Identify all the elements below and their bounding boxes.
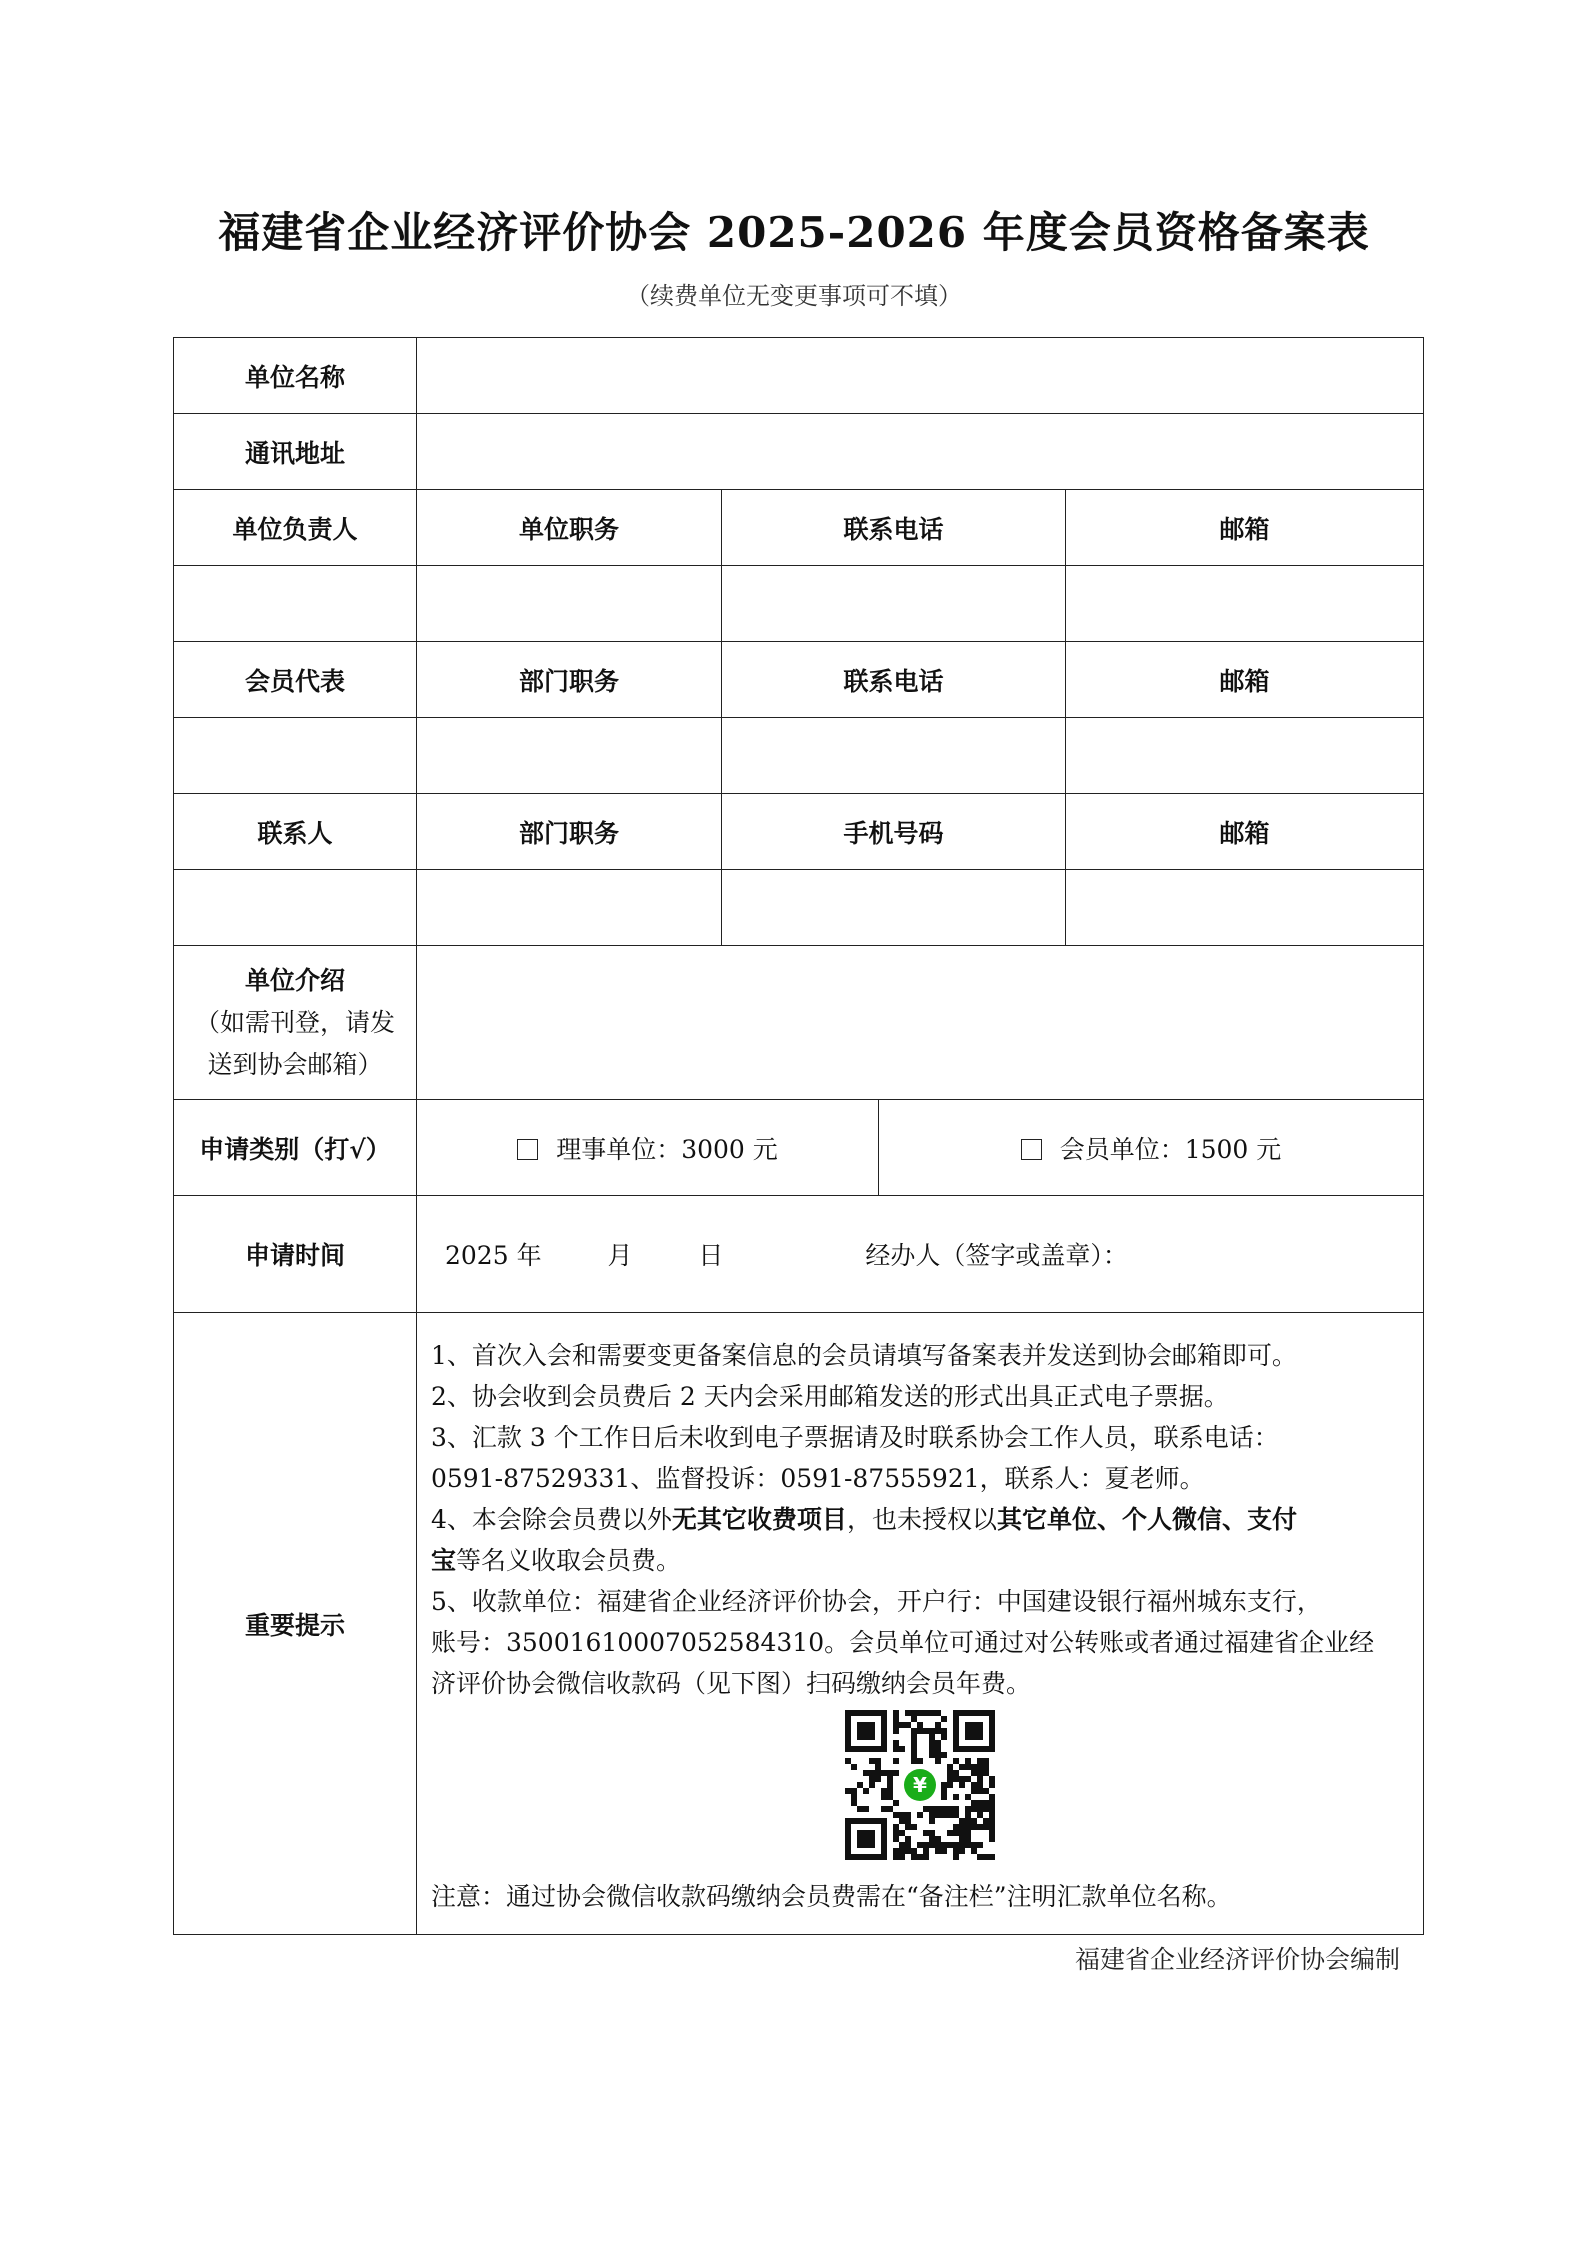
- checkbox-icon[interactable]: [517, 1139, 538, 1160]
- time-year: 2025 年: [445, 1241, 542, 1270]
- option-member[interactable]: [879, 1100, 1424, 1196]
- address-label: 通讯地址: [174, 414, 417, 490]
- note-4b: 宝等名义收取会员费。: [431, 1546, 682, 1575]
- document-subtitle: （续费单位无变更事项可不填）: [626, 282, 962, 310]
- notes-label: 重要提示: [174, 1313, 417, 1935]
- unit-name-field[interactable]: [417, 338, 1424, 414]
- intro-label-line1: 单位介绍: [244, 965, 345, 995]
- note-5a: 5、收款单位：福建省企业经济评价协会，开户行：中国建设银行福州城东支行，: [431, 1587, 1322, 1616]
- rep-dept-label: 部门职务: [417, 642, 722, 718]
- intro-field[interactable]: [417, 946, 1424, 1100]
- qr-code-wrap: [431, 1704, 1409, 1876]
- category-label: 申请类别（打√）: [174, 1100, 417, 1196]
- note-3b: 0591-87529331、监督投诉：0591-87555921，联系人：夏老师。: [431, 1464, 1205, 1493]
- note-2: 2、协会收到会员费后 2 天内会采用邮箱发送的形式出具正式电子票据。: [431, 1382, 1229, 1411]
- notes-content: [417, 1313, 1424, 1935]
- checkbox-icon[interactable]: [1021, 1139, 1042, 1160]
- head-phone-label: 联系电话: [722, 490, 1066, 566]
- contact-mobile-field[interactable]: [722, 870, 1066, 946]
- contact-name-field[interactable]: [174, 870, 417, 946]
- rep-email-label: 邮箱: [1066, 642, 1424, 718]
- qr-code-icon: [845, 1710, 995, 1860]
- option-member-label: 会员单位：1500 元: [1059, 1134, 1282, 1164]
- contact-email-field[interactable]: [1066, 870, 1424, 946]
- contact-dept-field[interactable]: [417, 870, 722, 946]
- head-label: 单位负责人: [174, 490, 417, 566]
- rep-label: 会员代表: [174, 642, 417, 718]
- note-3a: 3、汇款 3 个工作日后未收到电子票据请及时联系协会工作人员，联系电话：: [431, 1423, 1279, 1452]
- rep-name-field[interactable]: [174, 718, 417, 794]
- document-footer: 福建省企业经济评价协会编制: [1074, 1945, 1400, 1974]
- document-title: 福建省企业经济评价协会 2025-2026 年度会员资格备案表: [218, 208, 1370, 257]
- handler-label: 经办人（签字或盖章）：: [865, 1241, 1128, 1270]
- head-phone-field[interactable]: [722, 566, 1066, 642]
- svg-text:¥: ¥: [913, 1773, 927, 1797]
- time-field[interactable]: [417, 1196, 1424, 1313]
- option-director-label: 理事单位：3000 元: [556, 1134, 778, 1164]
- intro-label: [174, 946, 417, 1100]
- membership-form-table: [173, 337, 1424, 1935]
- contact-label: 联系人: [174, 794, 417, 870]
- head-title-label: 单位职务: [417, 490, 722, 566]
- time-month: 月: [607, 1241, 633, 1270]
- rep-phone-field[interactable]: [722, 718, 1066, 794]
- contact-mobile-label: 手机号码: [722, 794, 1066, 870]
- note-4: 4、本会除会员费以外无其它收费项目，也未授权以其它单位、个人微信、支付: [431, 1505, 1297, 1534]
- unit-name-label: 单位名称: [174, 338, 417, 414]
- head-title-field[interactable]: [417, 566, 722, 642]
- rep-email-field[interactable]: [1066, 718, 1424, 794]
- time-day: 日: [698, 1241, 724, 1270]
- head-name-field[interactable]: [174, 566, 417, 642]
- note-5b: 账号：35001610007052584310。会员单位可通过对公转账或者通过福建省企业经: [431, 1628, 1375, 1657]
- intro-label-line3: 送到协会邮箱）: [207, 1049, 383, 1079]
- address-field[interactable]: [417, 414, 1424, 490]
- rep-dept-field[interactable]: [417, 718, 722, 794]
- head-email-label: 邮箱: [1066, 490, 1424, 566]
- time-label: 申请时间: [174, 1196, 417, 1313]
- contact-dept-label: 部门职务: [417, 794, 722, 870]
- contact-email-label: 邮箱: [1066, 794, 1424, 870]
- note-5c: 济评价协会微信收款码（见下图）扫码缴纳会员年费。: [431, 1669, 1032, 1698]
- note-1: 1、首次入会和需要变更备案信息的会员请填写备案表并发送到协会邮箱即可。: [431, 1341, 1297, 1370]
- rep-phone-label: 联系电话: [722, 642, 1066, 718]
- intro-label-line2: （如需刊登，请发: [194, 1007, 395, 1037]
- option-director[interactable]: [417, 1100, 879, 1196]
- note-final: 注意：通过协会微信收款码缴纳会员费需在“备注栏”注明汇款单位名称。: [431, 1882, 1232, 1911]
- head-email-field[interactable]: [1066, 566, 1424, 642]
